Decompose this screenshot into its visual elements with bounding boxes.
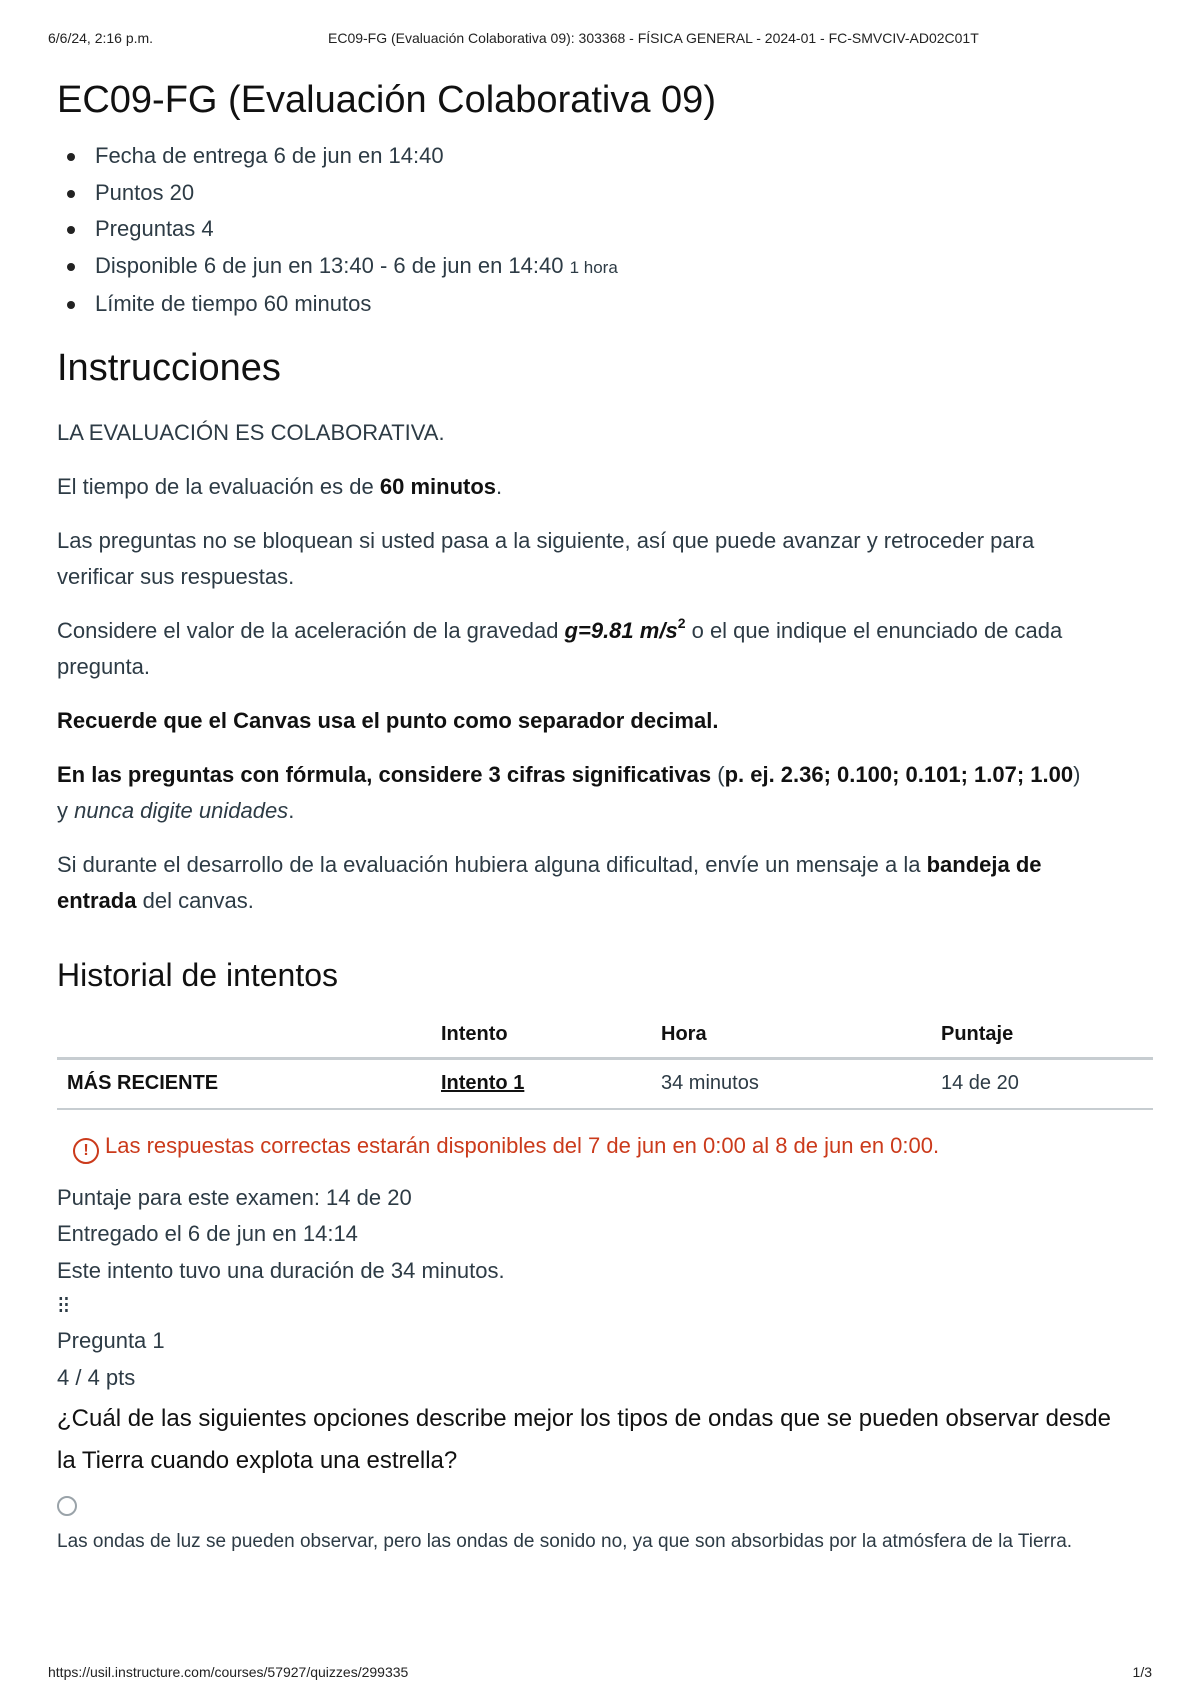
quiz-meta-list [57, 138, 1157, 323]
answer-option[interactable] [57, 1490, 1157, 1558]
question-label: Pregunta 1 [57, 1328, 165, 1353]
instr-decimal [57, 703, 1087, 739]
points: Puntos 20 [95, 175, 1157, 212]
instr-decimal-bold: Recuerde que el Canvas usa el punto como separador decimal. [57, 707, 719, 733]
answers-availability-notice [73, 1128, 1093, 1164]
print-date: 6/6/24, 2:16 p.m. [48, 30, 154, 46]
col-header-score: Puntaje [941, 1013, 1153, 1059]
attempt-link[interactable]: Intento 1 [441, 1072, 525, 1094]
time-cell: 34 minutos [661, 1058, 941, 1109]
table-row [57, 1058, 1153, 1109]
instr-time [57, 469, 1087, 505]
page-number: 1/3 [1132, 1664, 1152, 1680]
col-header-attempt: Intento [441, 1013, 661, 1059]
availability-duration: 1 hora [569, 257, 618, 277]
quiz-content [57, 74, 1157, 1558]
instr-help [57, 847, 1087, 919]
instr-time-text: El tiempo de la evaluación es de [57, 473, 380, 499]
instr-collaborative: LA EVALUACIÓN ES COLABORATIVA. [57, 419, 445, 445]
notice-text: Las respuestas correctas estarán disponibles del 7 de jun en 0:00 al 8 de jun en 0:00. [105, 1132, 940, 1158]
instr-sigfigs-and: ) y [57, 761, 1081, 823]
print-header [48, 30, 1152, 46]
availability [95, 248, 1157, 287]
gravity-exponent: 2 [677, 614, 686, 631]
col-header-time: Hora [661, 1013, 941, 1059]
score-cell: 14 de 20 [941, 1058, 1153, 1109]
radio-icon[interactable] [57, 1496, 77, 1516]
gravity-value: g=9.81 m/s [564, 617, 678, 643]
instr-time-end: . [496, 473, 503, 499]
due-date: Fecha de entrega 6 de jun en 14:40 [95, 138, 1157, 175]
question-count: Preguntas 4 [95, 211, 1157, 248]
most-recent-label: MÁS RECIENTE [57, 1058, 441, 1109]
attempt-history-table [57, 1013, 1153, 1110]
instr-no-units: nunca digite unidades [74, 797, 289, 823]
instructions [57, 415, 1157, 919]
instr-sigfigs-examples: p. ej. 2.36; 0.100; 0.101; 1.07; 1.00 [724, 761, 1074, 787]
attempt-duration: Este intento tuvo una duración de 34 minutos. [57, 1257, 505, 1283]
instr-gravity-end: o el que indique el enunciado de cada pregunta. [57, 617, 1063, 679]
quiz-title: EC09-FG (Evaluación Colaborativa 09) [57, 79, 716, 121]
instr-help-end: del canvas. [136, 887, 254, 913]
drag-handle-icon[interactable]: ⁝⁝ [57, 1292, 69, 1319]
submitted-at: Entregado el 6 de jun en 14:14 [57, 1221, 358, 1246]
availability-range: Disponible 6 de jun en 13:40 - 6 de jun en 14:40 [95, 252, 564, 278]
question-points: 4 / 4 pts [57, 1364, 136, 1390]
instr-gravity [57, 613, 1087, 685]
instr-sigfigs-paren: ( [711, 761, 725, 787]
table-header-row [57, 1013, 1153, 1059]
history-title: Historial de intentos [57, 956, 339, 993]
page-url: https://usil.instructure.com/courses/57927/quizzes/299335 [48, 1664, 409, 1680]
instr-sigfigs-end: . [288, 797, 295, 823]
time-limit: Límite de tiempo 60 minutos [95, 286, 1157, 323]
attempt-cell [441, 1058, 661, 1109]
instr-navigation: Las preguntas no se bloquean si usted pasa a la siguiente, así que puede avanzar y retroceder para verificar sus respuestas. [57, 527, 1035, 589]
print-title: EC09-FG (Evaluación Colaborativa 09): 303368 - FÍSICA GENERAL - 2024-01 - FC-SMVCIV-AD02C01T [328, 30, 979, 46]
exam-score: Puntaje para este examen: 14 de 20 [57, 1184, 412, 1210]
instructions-title: Instrucciones [57, 346, 281, 389]
instr-help-text: Si durante el desarrollo de la evaluación hubiera alguna dificultad, envíe un mensaje a la [57, 851, 927, 877]
instr-sigfigs-bold: En las preguntas con fórmula, considere 3 cifras significativas [57, 761, 712, 787]
warning-icon: ! [73, 1138, 99, 1164]
col-header-blank [57, 1013, 441, 1059]
question-text: ¿Cuál de las siguientes opciones describe mejor los tipos de ondas que se pueden observar desde la Tierra cuando explota una estrella? [57, 1405, 1111, 1474]
inbox-label: bandeja de entrada [57, 851, 1042, 913]
attempt-summary [57, 1180, 1157, 1290]
print-footer [48, 1664, 1152, 1680]
instr-time-bold: 60 minutos [379, 473, 497, 499]
answer-text: Las ondas de luz se pueden observar, pero las ondas de sonido no, ya que son absorbidas por la atmósfera de la Tierra. [57, 1531, 1073, 1552]
instr-gravity-text: Considere el valor de la aceleración de la gravedad [57, 617, 565, 643]
instr-sigfigs [57, 757, 1087, 829]
